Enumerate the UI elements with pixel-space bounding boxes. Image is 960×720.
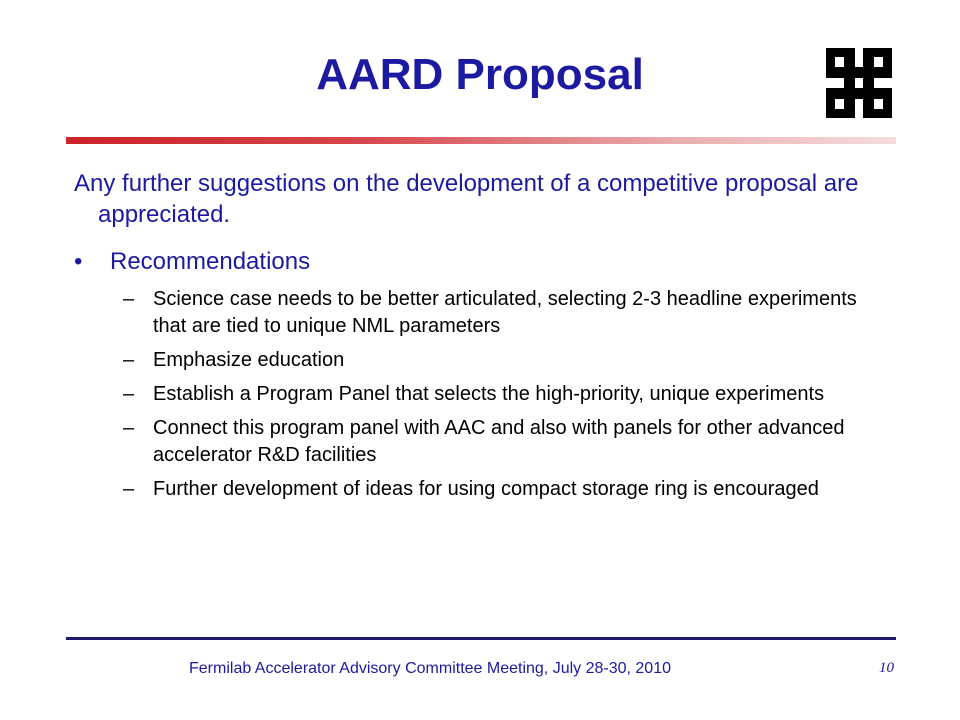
- dash-marker: –: [123, 383, 135, 405]
- list-item: [123, 286, 893, 340]
- bullet-label: Recommendations: [110, 248, 311, 275]
- list-item: [123, 347, 893, 374]
- bullet-marker: •: [74, 248, 83, 275]
- dash-marker: –: [123, 288, 135, 310]
- fermilab-logo-icon: [826, 48, 892, 118]
- intro-paragraph: Any further suggestions on the development of a competitive proposal are appreciated.: [74, 170, 859, 228]
- list-item: [123, 381, 893, 408]
- list-item: [123, 415, 893, 469]
- dash-marker: –: [123, 349, 135, 371]
- dash-marker: –: [123, 417, 135, 439]
- recommendation-list: [123, 286, 893, 510]
- footer-divider: [66, 637, 896, 640]
- slide-title: AARD Proposal: [316, 50, 644, 99]
- list-item-text: Connect this program panel with AAC and also with panels for other advanced accelerator R&D facilities: [153, 417, 845, 466]
- list-item-text: Emphasize education: [153, 349, 345, 371]
- list-item-text: Science case needs to be better articulated, selecting 2-3 headline experiments that are tied to unique NML parameters: [153, 288, 857, 337]
- list-item-text: Establish a Program Panel that selects the high-priority, unique experiments: [153, 383, 825, 405]
- footer-text: Fermilab Accelerator Advisory Committee Meeting, July 28-30, 2010: [189, 660, 671, 677]
- list-item-text: Further development of ideas for using compact storage ring is encouraged: [153, 478, 819, 500]
- list-item: [123, 476, 893, 503]
- title-divider: [66, 137, 896, 144]
- page-number: 10: [879, 660, 894, 676]
- dash-marker: –: [123, 478, 135, 500]
